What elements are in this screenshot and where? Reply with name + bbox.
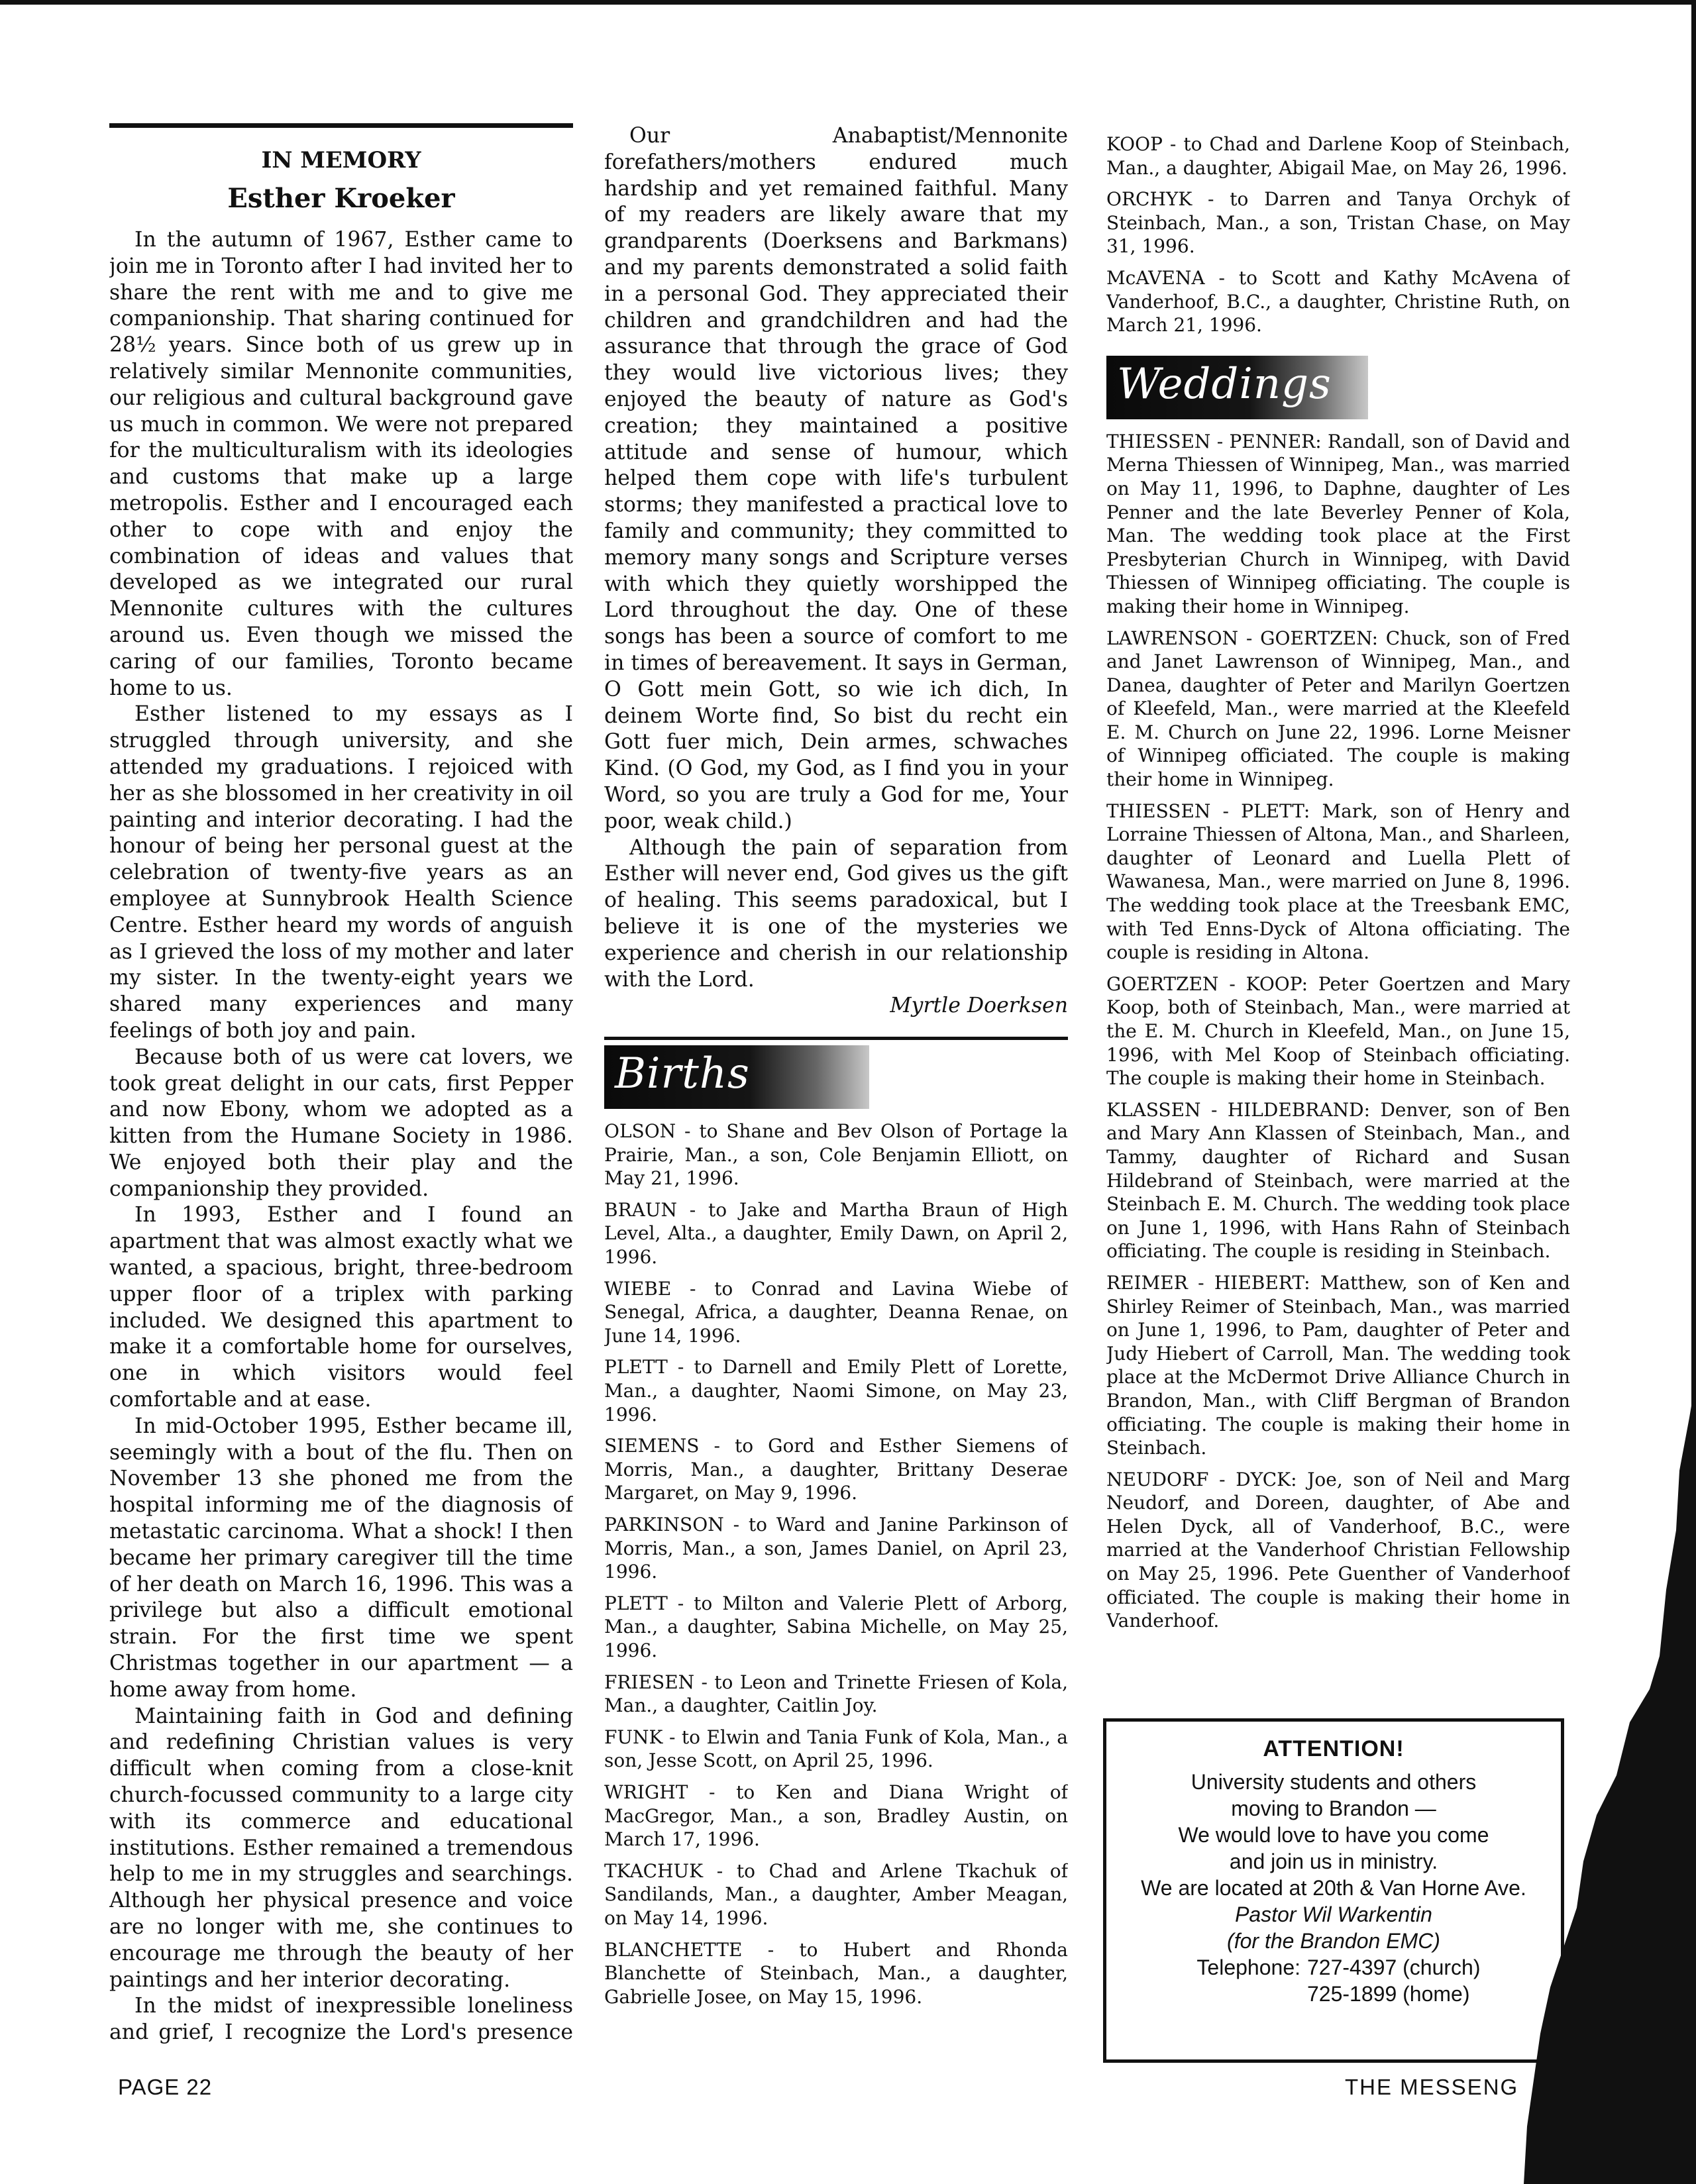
wedding-entry: KLASSEN - HILDEBRAND: Denver, son of Ben and Mary Ann Klassen of Steinbach, Man., and Tammy, daughter of Richard and Susan Hildebrand of Steinbach, were married at the Steinbach E. M. Church. The wedding took place on June 1, 1996, with Hans Rahn of Steinbach officiating. The couple is residing in Steinbach. bbox=[1106, 1098, 1570, 1263]
wedding-entry: LAWRENSON - GOERTZEN: Chuck, son of Fred and Janet Lawrenson of Winnipeg, Man., and Danea, daughter of Peter and Marilyn Goertzen of Kleefeld, Man., were married at the Kleefeld E. M. Church on June 22, 1996. Lorne Meisner of Winnipeg officiated. The couple is making their home in Winnipeg. bbox=[1106, 627, 1570, 791]
attention-line: moving to Brandon — bbox=[1231, 1796, 1436, 1820]
phone-label-spacer bbox=[1106, 1981, 1300, 2007]
phone-home: 725-1899 (home) bbox=[1307, 1982, 1470, 2006]
birth-entry: BLANCHETTE - to Hubert and Rhonda Blanchette of Steinbach, Man., a daughter, Gabrielle Josee, on May 15, 1996. bbox=[604, 1938, 1068, 2008]
memorial-paragraph: Esther listened to my essays as I struggled through university, and she attended my graduations. I rejoiced with her as she blossomed in her creativity in oil painting and interior decorating. I had the honour of being her personal guest at the celebration of twenty-five years as an employee at Sunnybrook Health Science Centre. Esther heard my words of anguish as I grieved the loss of my mother and later my sister. In the twenty-eight years we shared many experiences and many feelings of both joy and pain. bbox=[109, 702, 573, 1043]
page-border-top bbox=[0, 0, 1696, 5]
attention-line: and join us in ministry. bbox=[1229, 1849, 1438, 1873]
phone-row-church bbox=[1106, 1954, 1561, 1981]
birth-entry: WIEBE - to Conrad and Lavina Wiebe of Senegal, Africa, a daughter, Deanna Renae, on June 14, 1996. bbox=[604, 1277, 1068, 1347]
attention-line: We would love to have you come bbox=[1178, 1823, 1489, 1847]
memorial-paragraph: In the autumn of 1967, Esther came to join me in Toronto after I had invited her to share the rent with me and to give me companionship. That sharing continued for 28½ years. Since both of us grew up in relatively similar Mennonite communities, our religious and cultural background gave us much in common. We were not prepared for the multiculturalism with its ideologies and customs that make up a large metropolis. Esther and I encouraged each other to cope with and enjoy the combination of ideas and values that developed as we integrated our rural Mennonite cultures with the cultures around us. Even though we missed the caring of our families, Toronto became home to us. bbox=[109, 228, 573, 700]
birth-entry: TKACHUK - to Chad and Arlene Tkachuk of Sandilands, Man., a daughter, Amber Meagan, on May 14, 1996. bbox=[604, 1859, 1068, 1929]
birth-entry: KOOP - to Chad and Darlene Koop of Steinbach, Man., a daughter, Abigail Mae, on May 26, 1996. bbox=[1106, 133, 1570, 179]
wedding-entry: GOERTZEN - KOOP: Peter Goertzen and Mary Koop, both of Steinbach, Man., were married at the E. M. Church in Kleefeld, Man., on June 15, 1996, with Mel Koop of Steinbach officiating. The couple is making their home in Steinbach. bbox=[1106, 972, 1570, 1090]
magazine-name: THE MESSENG bbox=[1345, 2075, 1519, 2099]
middle-column bbox=[604, 123, 1068, 2084]
memorial-paragraph: In the midst of inexpressible loneliness and grief, I recognize the Lord's presence bbox=[109, 1994, 573, 2044]
attention-box bbox=[1103, 1718, 1564, 2063]
wedding-entry: THIESSEN - PLETT: Mark, son of Henry and Lorraine Thiessen of Altona, Man., and Sharleen, daughter of Leonard and Luella Plett of Wawanesa, Man., were married on June 8, 1996. The wedding took place at the Treesbank EMC, with Ted Enns-Dyck of Altona officiating. The couple is residing in Altona. bbox=[1106, 800, 1570, 964]
memorial-column bbox=[109, 123, 573, 2044]
pastor-name: Pastor Wil Warkentin bbox=[1235, 1902, 1432, 1926]
birth-entry: SIEMENS - to Gord and Esther Siemens of Morris, Man., a daughter, Brittany Deserae Margaret, on May 9, 1996. bbox=[604, 1435, 1068, 1504]
wedding-entry: THIESSEN - PENNER: Randall, son of David and Merna Thiessen of Winnipeg, Man., was married on May 11, 1996, to Daphne, daughter of Les Penner and the late Beverley Penner of Kola, Man. The wedding took place at the First Presbyterian Church in Winnipeg, with David Thiessen of Winnipeg officiating. The couple is making their home in Winnipeg. bbox=[1106, 430, 1570, 617]
phone-label: Telephone: bbox=[1196, 1955, 1300, 1979]
birth-entry: FUNK - to Elwin and Tania Funk of Kola, Man., a son, Jesse Scott, on April 25, 1996. bbox=[604, 1726, 1068, 1772]
right-column bbox=[1106, 132, 1570, 1815]
page-number: PAGE 22 bbox=[118, 2075, 213, 2099]
birth-entry: ORCHYK - to Darren and Tanya Orchyk of Steinbach, Man., a son, Tristan Chase, on May 31, 1996. bbox=[1106, 188, 1570, 258]
attention-title: ATTENTION! bbox=[1263, 1736, 1404, 1761]
memorial-paragraph: Although the pain of separation from Esther will never end, God gives us the gift of healing. This seems paradoxical, but I believe it is one of the mysteries we experience and cherish in our relationship with the Lord. bbox=[604, 835, 1068, 992]
birth-entry: WRIGHT - to Ken and Diana Wright of MacGregor, Man., a son, Bradley Austin, on March 17, 1996. bbox=[604, 1781, 1068, 1851]
torn-corner-shadow bbox=[1524, 1378, 1696, 2184]
memorial-name: Esther Kroeker bbox=[227, 183, 455, 214]
memorial-heading: IN MEMORY bbox=[261, 147, 421, 174]
church-name: (for the Brandon EMC) bbox=[1227, 1929, 1440, 1953]
memorial-paragraph: Because both of us were cat lovers, we took great delight in our cats, first Pepper and now Ebony, whom we adopted as a kitten from the Humane Society in 1986. We enjoyed both their play and the companionship they provided. bbox=[109, 1045, 573, 1201]
birth-entry: PARKINSON - to Ward and Janine Parkinson of Morris, Man., a son, James Daniel, on April 23, 1996. bbox=[604, 1514, 1068, 1583]
phone-row-home bbox=[1106, 1981, 1561, 2007]
births-heading: Births bbox=[615, 1049, 750, 1099]
wedding-entry: NEUDORF - DYCK: Joe, son of Neil and Marg Neudorf, and Doreen, daughter, of Abe and Helen Dyck, all of Vanderhoof, B.C., were married at the Vanderhoof Christian Fellowship on May 25, 1996. Pete Guenther of Vanderhoof officiated. The couple is making their home in Vanderhoof. bbox=[1106, 1468, 1570, 1632]
births-banner bbox=[604, 1045, 869, 1109]
weddings-heading: Weddings bbox=[1117, 359, 1332, 409]
birth-entry: BRAUN - to Jake and Martha Braun of High Level, Alta., a daughter, Emily Dawn, on April 2, 1996. bbox=[604, 1198, 1068, 1269]
memorial-paragraph: Our Anabaptist/Mennonite forefathers/mothers endured much hardship and yet remained faithful. Many of my readers are likely aware that my grandparents (Doerksens and Barkmans) and my parents demonstrated a solid faith in a personal God. They appreciated their children and grandchildren and had the assurance that through the grace of God they would live victorious lives; they enjoyed the beauty of nature as God's creation; they maintained a positive attitude and sense of humour, which helped them cope with life's turbulent storms; they manifested a practical love to family and community; they committed to memory many songs and Scripture verses with which they quietly worshipped the Lord throughout the day. One of these songs has been a source of comfort to me in times of bereavement. It says in German, O Gott mein Gott, so wie ich dich, In deinem Worte find, So bist du recht ein Gott fuer mich, Dein armes, schwaches Kind. (O God, my God, as I find you in your Word, so you are truly a God for me, Your poor, weak child.) bbox=[604, 124, 1068, 833]
birth-entry: McAVENA - to Scott and Kathy McAvena of Vanderhoof, B.C., a daughter, Christine Ruth, on March 21, 1996. bbox=[1106, 266, 1570, 337]
birth-entry: OLSON - to Shane and Bev Olson of Portage la Prairie, Man., a son, Cole Benjamin Elliott, on May 21, 1996. bbox=[604, 1120, 1068, 1190]
weddings-banner bbox=[1106, 356, 1368, 419]
birth-entry: FRIESEN - to Leon and Trinette Friesen of Kola, Man., a daughter, Caitlin Joy. bbox=[604, 1671, 1068, 1717]
birth-entry: PLETT - to Milton and Valerie Plett of Arborg, Man., a daughter, Sabina Michelle, on May 25, 1996. bbox=[604, 1592, 1068, 1661]
attention-line: University students and others bbox=[1191, 1770, 1477, 1794]
attention-line: We are located at 20th & Van Horne Ave. bbox=[1141, 1876, 1526, 1900]
births-list bbox=[604, 1119, 1068, 2008]
memorial-paragraph: In 1993, Esther and I found an apartment that was almost exactly what we wanted, a spacious, bright, three-bedroom upper floor of a triplex with parking included. We designed this apartment to make it a comfortable home for ourselves, one in which visitors would feel comfortable and at ease. bbox=[109, 1203, 573, 1412]
section-rule bbox=[604, 1037, 1068, 1040]
memorial-paragraph: Maintaining faith in God and defining and redefining Christian values is very difficult when coming from a close-knit church-focussed community to a large city with its commerce and educational institutions. Esther remained a tremendous help to me in my struggles and searchings. Although her physical presence and voice are no longer with me, she continues to encourage me through the beauty of her paintings and her interior decorating. bbox=[109, 1704, 573, 1992]
birth-entry: PLETT - to Darnell and Emily Plett of Lorette, Man., a daughter, Naomi Simone, on May 23, 1996. bbox=[604, 1356, 1068, 1426]
memorial-author: Myrtle Doerksen bbox=[890, 994, 1068, 1018]
memorial-paragraph: In mid-October 1995, Esther became ill, seemingly with a bout of the flu. Then on November 13 she phoned me from the hospital informing me of the diagnosis of metastatic carcinoma. What a shock! I then became her primary caregiver till the time of her death on March 16, 1996. This was a privilege but also a difficult emotional strain. For the first time we spent Christmas together in our apartment — a home away from home. bbox=[109, 1414, 573, 1702]
wedding-entry: REIMER - HIEBERT: Matthew, son of Ken and Shirley Reimer of Steinbach, Man., was married on June 1, 1996, to Pam, daughter of Peter and Judy Hiebert of Carroll, Man. The wedding took place at the McDermot Drive Alliance Church in Brandon, Man., with Cliff Bergman of Brandon officiating. The couple is making their home in Steinbach. bbox=[1106, 1271, 1570, 1459]
phone-church: 727-4397 (church) bbox=[1307, 1955, 1481, 1979]
